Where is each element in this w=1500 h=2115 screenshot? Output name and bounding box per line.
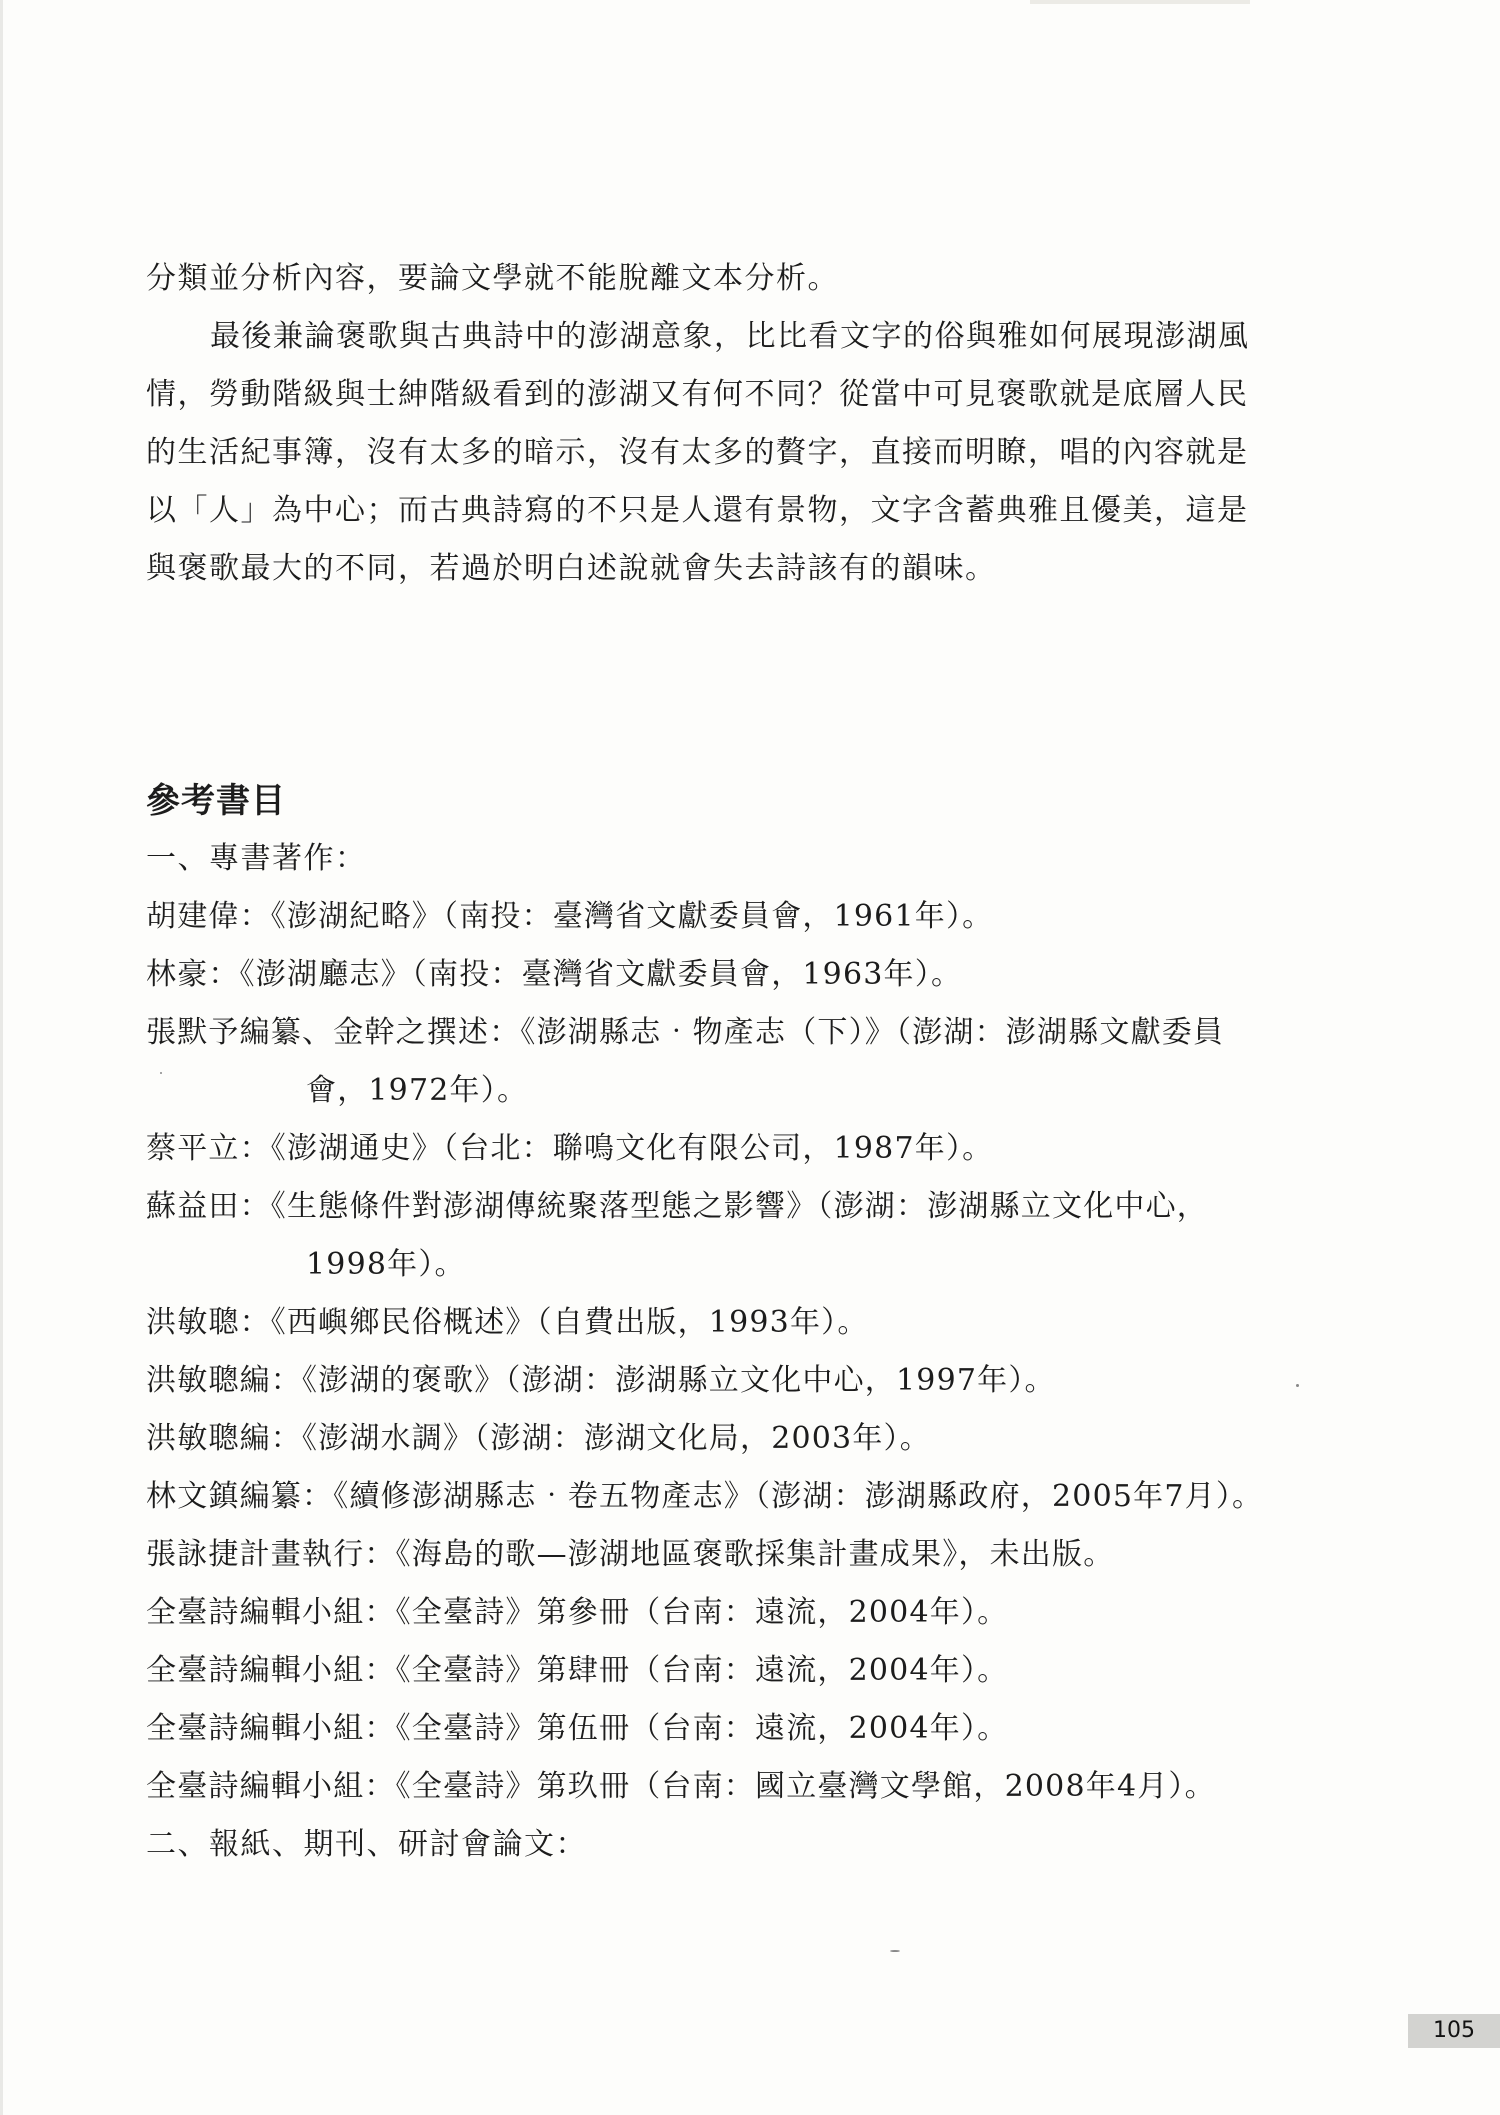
reference-item: 全臺詩編輯小組：《全臺詩》第伍冊（台南：遠流，2004年）。 xyxy=(146,1711,1009,1746)
reference-item: 全臺詩編輯小組：《全臺詩》第肆冊（台南：遠流，2004年）。 xyxy=(146,1653,1009,1688)
reference-item: 張詠捷計畫執行：《海島的歌—澎湖地區褒歌採集計畫成果》，未出版。 xyxy=(146,1537,1115,1572)
page-number: 105 xyxy=(1408,2014,1500,2048)
reference-item: 林豪：《澎湖廳志》（南投：臺灣省文獻委員會，1963年）。 xyxy=(146,957,963,992)
reference-item: 洪敏聰：《西嶼鄉民俗概述》（自費出版，1993年）。 xyxy=(146,1305,869,1340)
reference-item: 全臺詩編輯小組：《全臺詩》第參冊（台南：遠流，2004年）。 xyxy=(146,1595,1009,1630)
reference-item: 洪敏聰編：《澎湖的褒歌》（澎湖：澎湖縣立文化中心，1997年）。 xyxy=(146,1363,1056,1398)
reference-item: 蔡平立：《澎湖通史》（台北：聯鳴文化有限公司，1987年）。 xyxy=(146,1131,994,1166)
scan-speck xyxy=(1296,1384,1299,1387)
reference-item: 胡建偉：《澎湖紀略》（南投：臺灣省文獻委員會，1961年）。 xyxy=(146,899,994,934)
bibliography xyxy=(146,776,1276,1874)
reference-item: 洪敏聰編：《澎湖水調》（澎湖：澎湖文化局，2003年）。 xyxy=(146,1421,931,1456)
bibliography-title: 參考書目 xyxy=(146,781,286,821)
scan-speck xyxy=(160,1072,162,1074)
reference-item: 全臺詩編輯小組：《全臺詩》第玖冊（台南：國立臺灣文學館，2008年4月）。 xyxy=(146,1769,1216,1804)
scan-smudge xyxy=(1030,0,1250,4)
body-text xyxy=(146,250,1266,598)
paragraph-continued: 分類並分析內容，要論文學就不能脫離文本分析。 xyxy=(146,261,839,296)
reference-item: 蘇益田：《生態條件對澎湖傳統聚落型態之影響》（澎湖：澎湖縣立文化中心，1998年）。 xyxy=(146,1189,1208,1282)
reference-item: 張默予編纂、金幹之撰述：《澎湖縣志‧物產志（下）》（澎湖：澎湖縣文獻委員會，1972年）。 xyxy=(146,1015,1225,1108)
section-heading-articles: 二、報紙、期刊、研討會論文： xyxy=(146,1827,587,1862)
scan-speck xyxy=(890,1950,900,1952)
reference-item: 林文鎮編纂：《續修澎湖縣志‧卷五物產志》（澎湖：澎湖縣政府，2005年7月）。 xyxy=(146,1479,1264,1514)
paragraph-conclusion: 最後兼論褒歌與古典詩中的澎湖意象，比比看文字的俗與雅如何展現澎湖風情，勞動階級與士紳階級看到的澎湖又有何不同？從當中可見褒歌就是底層人民的生活紀事簿，沒有太多的暗示，沒有太多的贅字，直接而明瞭，唱的內容就是以「人」為中心；而古典詩寫的不只是人還有景物，文字含蓄典雅且優美，這是與褒歌最大的不同，若過於明白述說就會失去詩該有的韻味。 xyxy=(146,319,1250,586)
section-heading-books: 一、專書著作： xyxy=(146,841,367,876)
